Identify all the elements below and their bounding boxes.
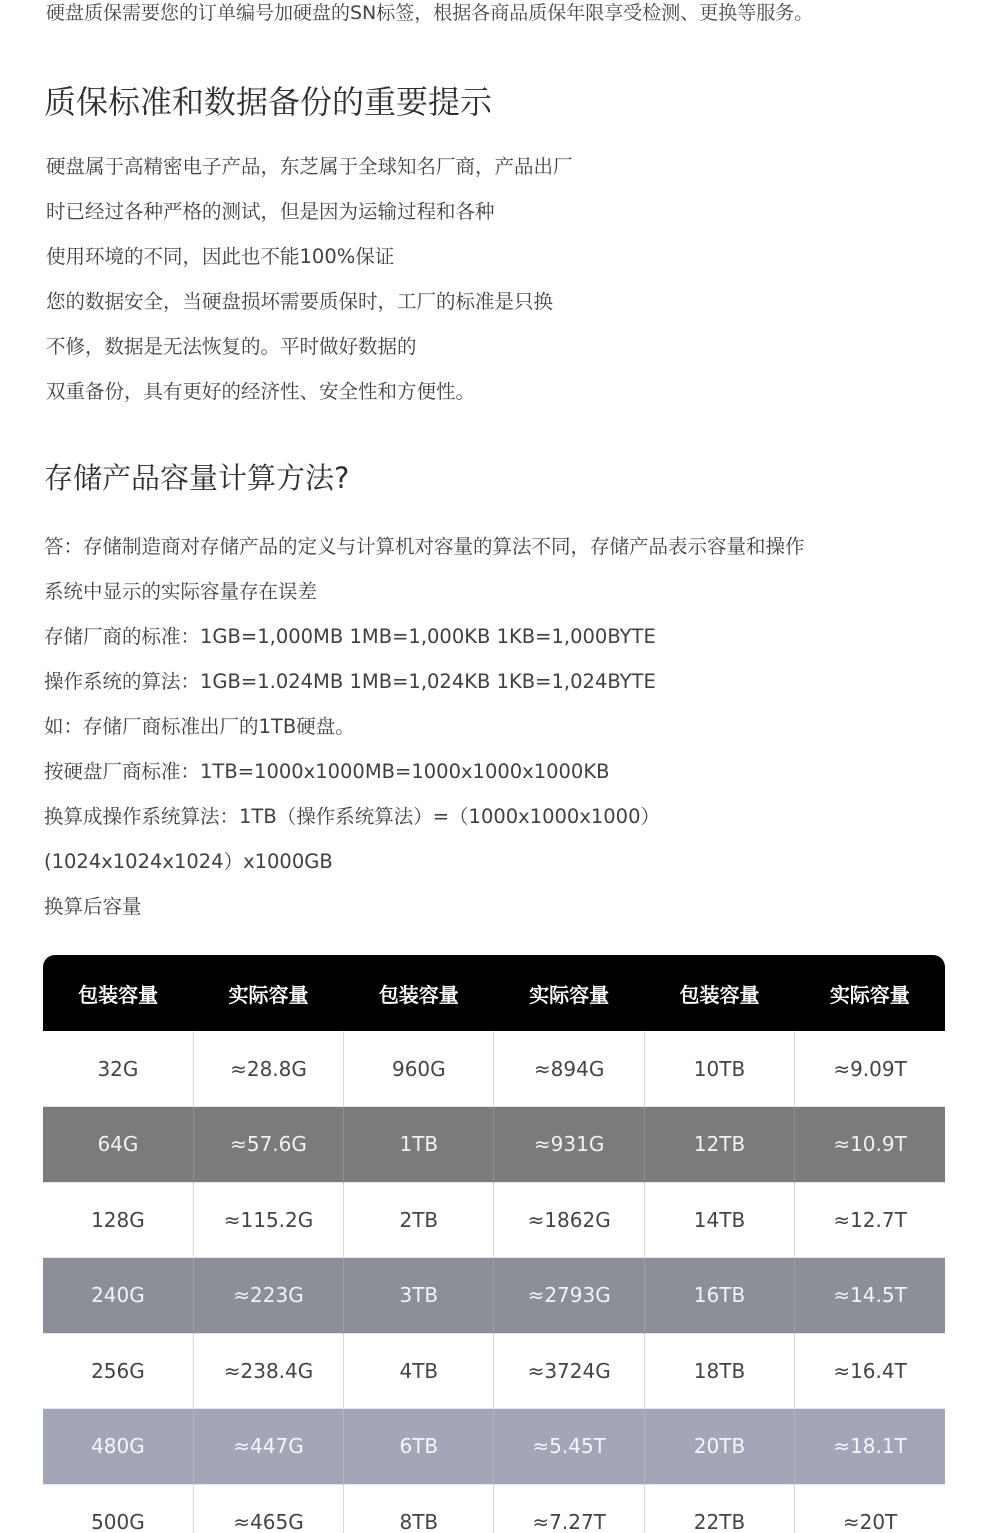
- capacity-table-container: [43, 955, 945, 1533]
- header-package-capacity: 包装容量: [78, 982, 159, 1007]
- package-capacity-cell: 256G: [43, 1333, 193, 1409]
- package-capacity-cell: 6TB: [344, 1409, 494, 1485]
- actual-capacity-cell: ≈931G: [494, 1107, 644, 1183]
- capacity-line: 如：存储厂商标准出厂的1TB硬盘。: [44, 715, 355, 738]
- warranty-line: 使用环境的不同，因此也不能100%保证: [46, 245, 395, 268]
- actual-capacity-cell: ≈2793G: [494, 1258, 644, 1334]
- package-capacity-cell: 1TB: [344, 1107, 494, 1183]
- package-capacity-cell: 32G: [43, 1031, 193, 1107]
- package-capacity-cell: 14TB: [644, 1182, 794, 1258]
- table-row: [43, 1333, 945, 1409]
- table-body: [43, 1031, 945, 1533]
- actual-capacity-cell: ≈5.45T: [494, 1409, 644, 1485]
- package-capacity-cell: 22TB: [644, 1484, 794, 1533]
- actual-capacity-cell: ≈3724G: [494, 1333, 644, 1409]
- warranty-intro-text: 硬盘质保需要您的订单编号加硬盘的SN标签，根据各商品质保年限享受检测、更换等服务。: [46, 2, 814, 24]
- warranty-line: 您的数据安全，当硬盘损坏需要质保时，工厂的标准是只换: [46, 290, 554, 313]
- table-row: [43, 1409, 945, 1485]
- header-package-capacity: 包装容量: [378, 982, 459, 1007]
- actual-capacity-cell: ≈238.4G: [193, 1333, 343, 1409]
- package-capacity-cell: 10TB: [644, 1031, 794, 1107]
- warranty-line: 时已经过各种严格的测试，但是因为运输过程和各种: [46, 200, 495, 223]
- capacity-line: (1024x1024x1024）x1000GB: [44, 850, 333, 873]
- package-capacity-cell: 3TB: [344, 1258, 494, 1334]
- table-row: [43, 1258, 945, 1334]
- actual-capacity-cell: ≈447G: [193, 1409, 343, 1485]
- header-actual-capacity: 实际容量: [228, 982, 309, 1007]
- warranty-line: 硬盘属于高精密电子产品，东芝属于全球知名厂商，产品出厂: [46, 155, 573, 178]
- header-package-capacity: 包装容量: [679, 982, 760, 1007]
- actual-capacity-cell: ≈7.27T: [494, 1484, 644, 1533]
- table-header-row: [43, 955, 945, 1031]
- header-actual-capacity: 实际容量: [829, 982, 910, 1007]
- warranty-line: 不修，数据是无法恢复的。平时做好数据的: [46, 335, 417, 358]
- actual-capacity-cell: ≈18.1T: [795, 1409, 945, 1485]
- actual-capacity-cell: ≈16.4T: [795, 1333, 945, 1409]
- package-capacity-cell: 960G: [344, 1031, 494, 1107]
- package-capacity-cell: 128G: [43, 1182, 193, 1258]
- package-capacity-cell: 4TB: [344, 1333, 494, 1409]
- table-row: [43, 1107, 945, 1183]
- package-capacity-cell: 500G: [43, 1484, 193, 1533]
- capacity-line: 换算后容量: [44, 895, 142, 918]
- actual-capacity-cell: ≈20T: [795, 1484, 945, 1533]
- table-row: [43, 1031, 945, 1107]
- package-capacity-cell: 18TB: [644, 1333, 794, 1409]
- actual-capacity-cell: ≈223G: [193, 1258, 343, 1334]
- warranty-paragraph: [46, 144, 573, 414]
- actual-capacity-cell: ≈28.8G: [193, 1031, 343, 1107]
- package-capacity-cell: 480G: [43, 1409, 193, 1485]
- capacity-line: 按硬盘厂商标准：1TB=1000x1000MB=1000x1000x1000KB: [44, 760, 610, 783]
- package-capacity-cell: 64G: [43, 1107, 193, 1183]
- capacity-line: 答：存储制造商对存储产品的定义与计算机对容量的算法不同，存储产品表示容量和操作: [44, 535, 805, 558]
- capacity-explanation: [44, 524, 805, 929]
- actual-capacity-cell: ≈894G: [494, 1031, 644, 1107]
- package-capacity-cell: 20TB: [644, 1409, 794, 1485]
- actual-capacity-cell: ≈57.6G: [193, 1107, 343, 1183]
- capacity-section-title: 存储产品容量计算方法?: [44, 461, 350, 495]
- actual-capacity-cell: ≈465G: [193, 1484, 343, 1533]
- table-row: [43, 1182, 945, 1258]
- capacity-table: [43, 955, 945, 1533]
- capacity-line: 换算成操作系统算法：1TB（操作系统算法）=（1000x1000x1000）: [44, 805, 660, 828]
- actual-capacity-cell: ≈115.2G: [193, 1182, 343, 1258]
- capacity-line: 系统中显示的实际容量存在误差: [44, 580, 318, 603]
- warranty-section-title: 质保标准和数据备份的重要提示: [44, 83, 493, 121]
- table-row: [43, 1484, 945, 1533]
- package-capacity-cell: 12TB: [644, 1107, 794, 1183]
- actual-capacity-cell: ≈10.9T: [795, 1107, 945, 1183]
- actual-capacity-cell: ≈9.09T: [795, 1031, 945, 1107]
- capacity-line: 操作系统的算法：1GB=1.024MB 1MB=1,024KB 1KB=1,024BYTE: [44, 670, 656, 693]
- actual-capacity-cell: ≈12.7T: [795, 1182, 945, 1258]
- actual-capacity-cell: ≈14.5T: [795, 1258, 945, 1334]
- warranty-line: 双重备份，具有更好的经济性、安全性和方便性。: [46, 380, 476, 403]
- capacity-line: 存储厂商的标准：1GB=1,000MB 1MB=1,000KB 1KB=1,000BYTE: [44, 625, 656, 648]
- package-capacity-cell: 16TB: [644, 1258, 794, 1334]
- package-capacity-cell: 8TB: [344, 1484, 494, 1533]
- package-capacity-cell: 2TB: [344, 1182, 494, 1258]
- header-actual-capacity: 实际容量: [529, 982, 610, 1007]
- package-capacity-cell: 240G: [43, 1258, 193, 1334]
- actual-capacity-cell: ≈1862G: [494, 1182, 644, 1258]
